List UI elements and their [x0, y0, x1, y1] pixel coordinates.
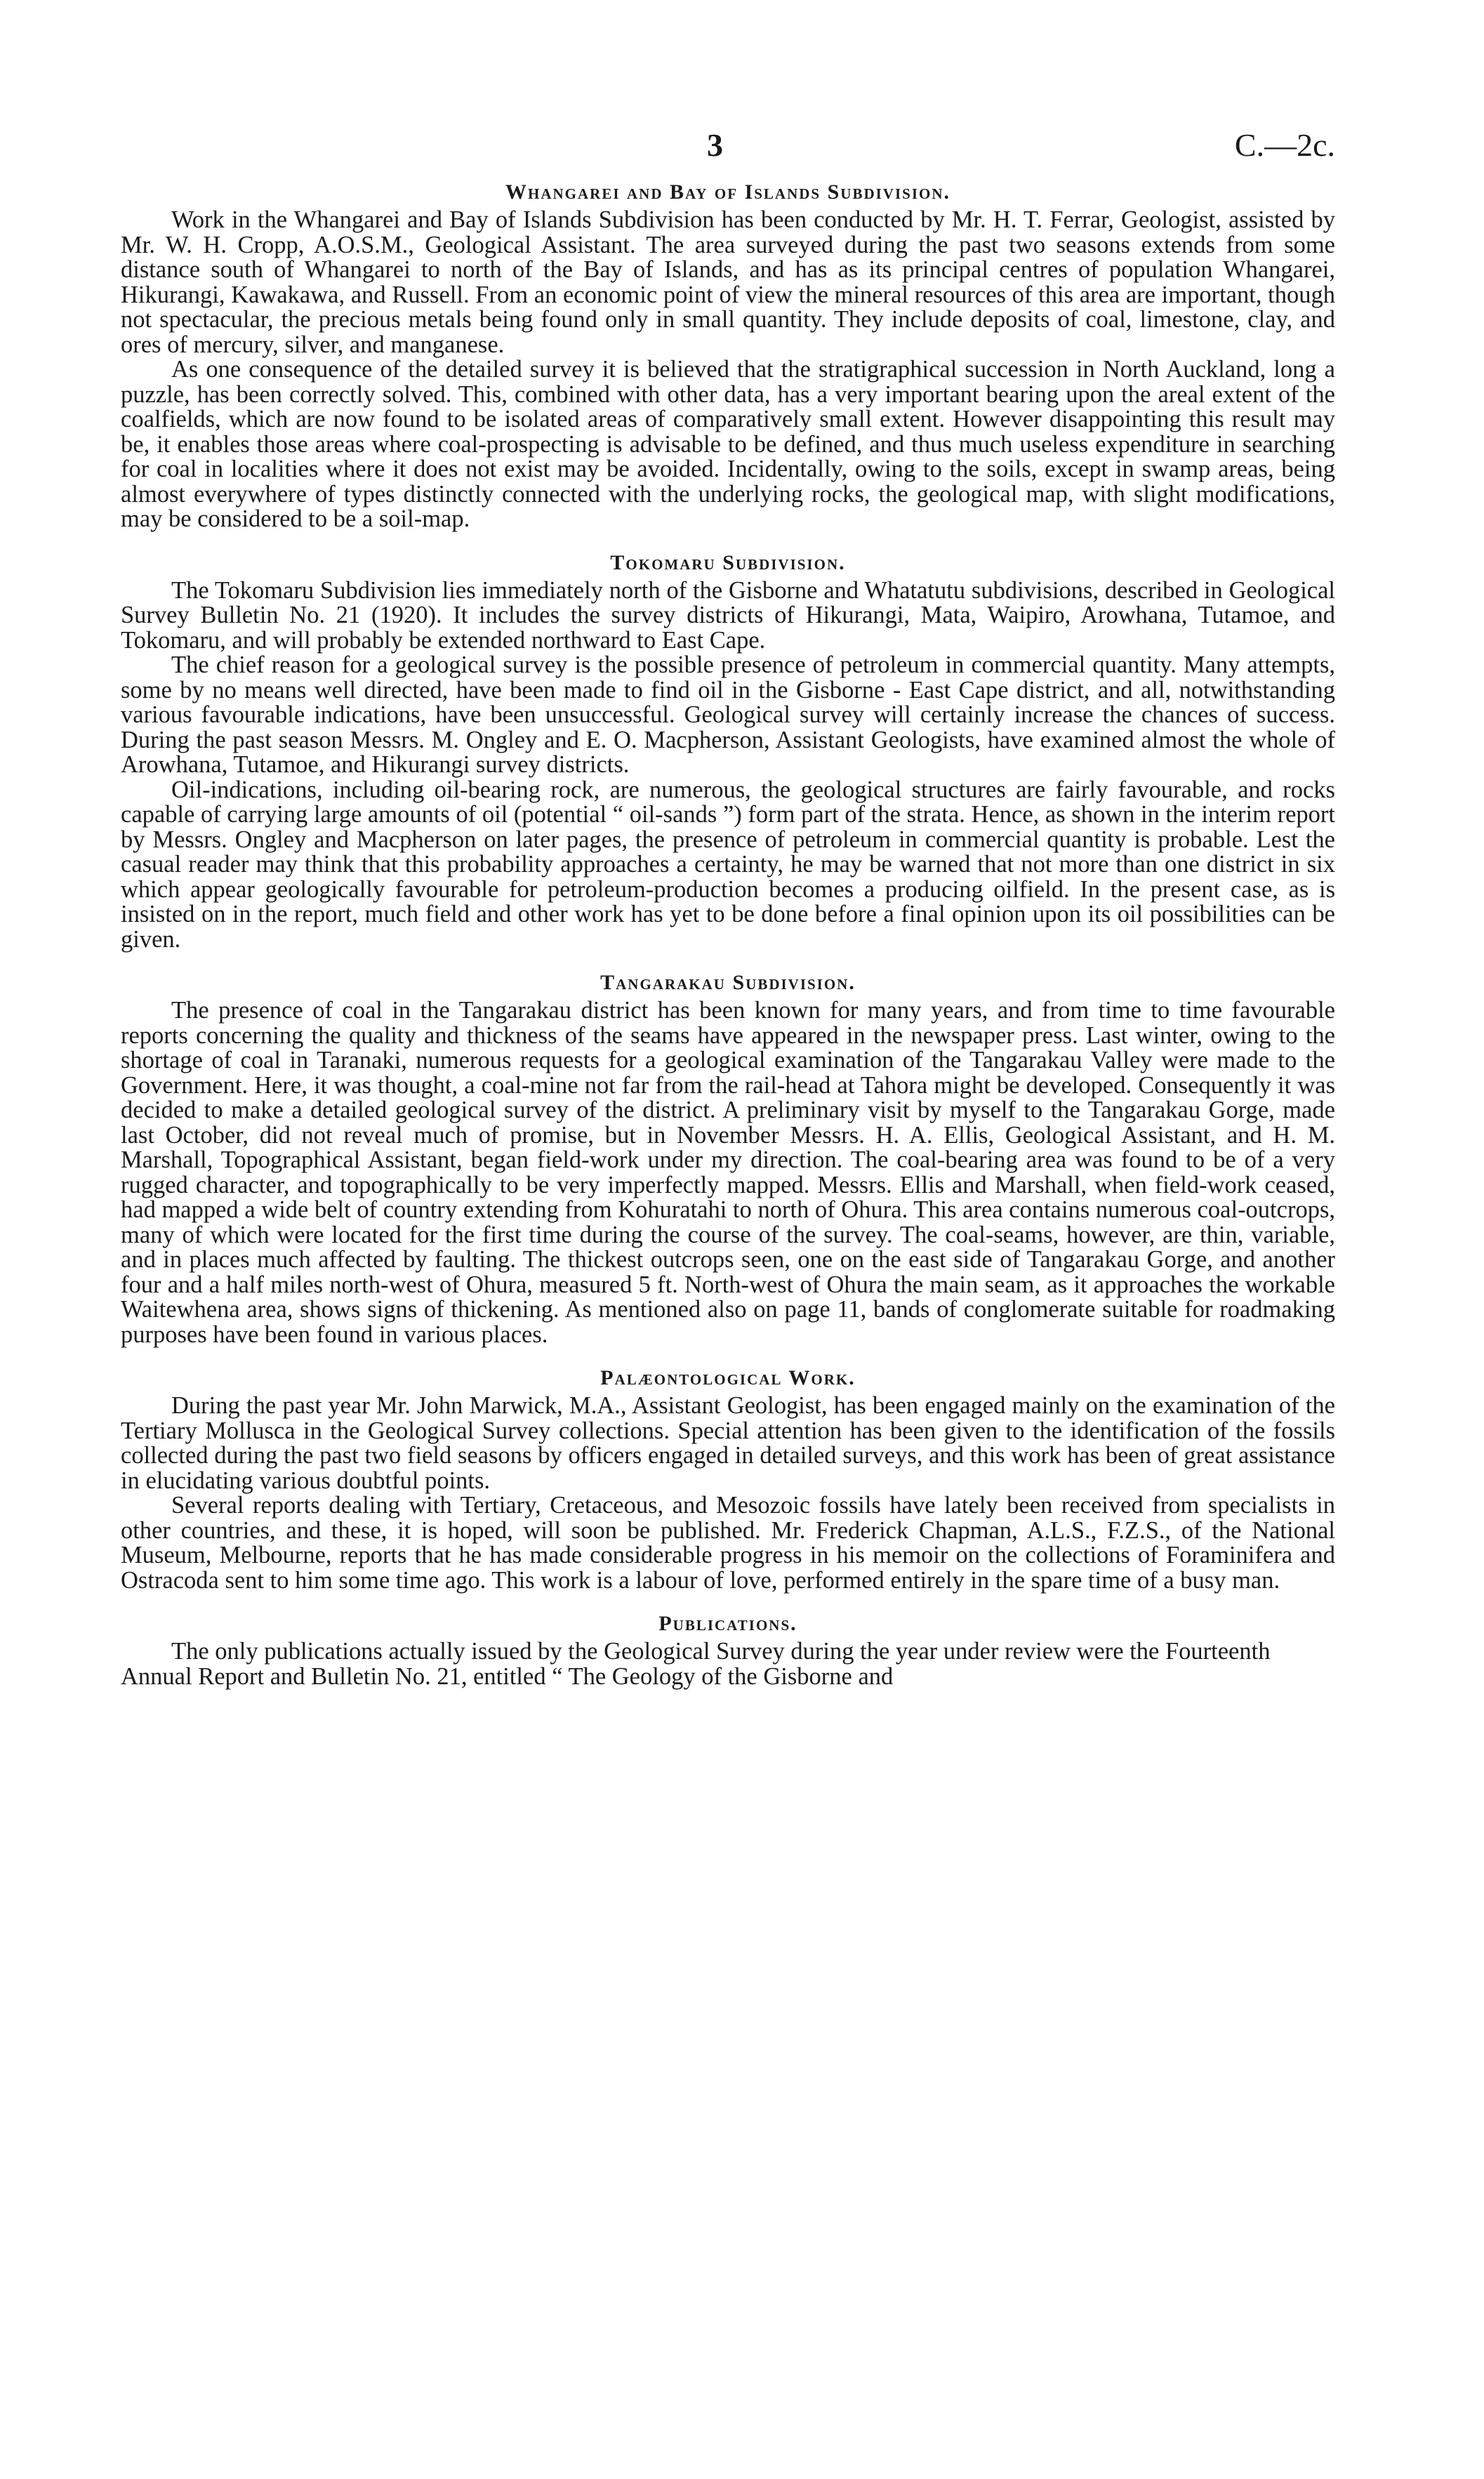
section-heading: Tangarakau Subdivision.: [600, 971, 856, 994]
section-tangarakau: [121, 967, 1335, 1347]
paragraph: Oil-indications, including oil-bearing rock, are numerous, the geological structures are fairly favourable, and rocks capable of carrying large amounts of oil (potential “ oil-sands ”) form part of the strata. Hence, as shown in the interim report by Messrs. Ongley and Macpherson on later pages, the presence of petroleum in commercial quantity is probable. Lest the casual reader may think that this probability approaches a certainty, he may be warned that not more than one district in six which appear geologically favourable for petroleum-production becomes a producing oilfield. In the present case, as is insisted on in the report, much field and other work has yet to be done before a final opinion upon its oil possibilities can be given.: [121, 776, 1335, 953]
paragraph: The chief reason for a geological survey is the possible presence of petroleum in commercial quantity. Many attempts, some by no means well directed, have been made to find oil in the Gisborne - East Cape district, and all, notwithstanding various favourable indications, have been unsuccessful. Geological survey will certainly increase the chances of success. During the past season Messrs. M. Ongley and E. O. Macpherson, Assistant Geologists, have examined almost the whole of Arowhana, Tutamoe, and Hikurangi survey districts.: [121, 652, 1335, 778]
paragraph: The presence of coal in the Tangarakau district has been known for many years, and from time to time favourable reports concerning the quality and thickness of the seams have appeared in the newspaper press. Last winter, owing to the shortage of coal in Taranaki, numerous requests for a geological examination of the Tangarakau Valley were made to the Government. Here, it was thought, a coal-mine not far from the rail-head at Tahora might be developed. Consequently it was decided to make a detailed geological survey of the district. A preliminary visit by myself to the Tangarakau Gorge, made last October, did not reveal much of promise, but in November Messrs. H. A. Ellis, Geological Assistant, and H. M. Marshall, Topographical Assistant, began field-work under my direction. The coal-bearing area was found to be of a very rugged character, and topographically to be very imperfectly mapped. Messrs. Ellis and Marshall, when field-work ceased, had mapped a wide belt of country extending from Kohuratahi to north of Ohura. This area contains numerous coal-outcrops, many of which were located for the first time during the course of the survey. The coal-seams, however, are thin, variable, and in places much affected by faulting. The thickest outcrops seen, one on the east side of Tangarakau Gorge, and another four and a half miles north-west of Ohura, measured 5 ft. North-west of Ohura the main seam, as it approaches the workable Waitewhena area, shows signs of thickening. As mentioned also on page 11, bands of conglomerate suitable for roadmaking purposes have been found in various places.: [121, 997, 1335, 1348]
paragraph: Several reports dealing with Tertiary, Cretaceous, and Mesozoic fossils have lately been received from specialists in other countries, and these, it is hoped, will soon be published. Mr. Frederick Chapman, A.L.S., F.Z.S., of the National Museum, Melbourne, reports that he has made considerable progress in his memoir on the collections of Foraminifera and Ostracoda sent to him some time ago. This work is a labour of love, performed entirely in the spare time of a busy man.: [121, 1492, 1335, 1594]
section-tokomaru: [121, 548, 1335, 953]
section-heading: Publications.: [658, 1612, 797, 1635]
document-page: [121, 126, 1335, 1689]
section-heading: Tokomaru Subdivision.: [610, 550, 846, 574]
page-header: [121, 126, 1335, 176]
paragraph: During the past year Mr. John Marwick, M.A., Assistant Geologist, has been engaged mainly on the examination of the Tertiary Mollusca in the Geological Survey collections. Special attention has been given to the identification of the fossils collected during the past two field seasons by officers engaged in detailed surveys, and this work has been of great assistance in elucidating various doubtful points.: [121, 1392, 1335, 1494]
section-publications: [121, 1608, 1335, 1689]
paragraph: The only publications actually issued by the Geological Survey during the year under review were the Fourteenth Annual Report and Bulletin No. 21, entitled “ The Geology of the Gisborne and: [121, 1638, 1271, 1690]
section-whangarei: [121, 177, 1335, 532]
section-heading: Whangarei and Bay of Islands Subdivision.: [505, 180, 950, 204]
section-palaeontological: [121, 1363, 1335, 1593]
page-number: 3: [707, 127, 723, 163]
section-heading: Palæontological Work.: [600, 1366, 856, 1389]
document-reference: C.—2c.: [1234, 127, 1335, 163]
paragraph: Work in the Whangarei and Bay of Islands Subdivision has been conducted by Mr. H. T. Ferrar, Geologist, assisted by Mr. W. H. Cropp, A.O.S.M., Geological Assistant. The area surveyed during the past two seasons extends from some distance south of Whangarei to north of the Bay of Islands, and has as its principal centres of population Whangarei, Hikurangi, Kawakawa, and Russell. From an economic point of view the mineral resources of this area are important, though not spectacular, the precious metals being found only in small quantity. They include deposits of coal, limestone, clay, and ores of mercury, silver, and manganese.: [121, 206, 1335, 358]
paragraph: The Tokomaru Subdivision lies immediately north of the Gisborne and Whatatutu subdivisions, described in Geological Survey Bulletin No. 21 (1920). It includes the survey districts of Hikurangi, Mata, Waipiro, Arowhana, Tutamoe, and Tokomaru, and will probably be extended northward to East Cape.: [121, 576, 1335, 654]
paragraph: As one consequence of the detailed survey it is believed that the stratigraphical succession in North Auckland, long a puzzle, has been correctly solved. This, combined with other data, has a very important bearing upon the areal extent of the coalfields, which are now found to be isolated areas of comparatively small extent. However disappointing this result may be, it enables those areas where coal-prospecting is advisable to be defined, and thus much useless expenditure in searching for coal in localities where it does not exist may be avoided. Incidentally, owing to the soils, except in swamp areas, being almost everywhere of types distinctly connected with the underlying rocks, the geological map, with slight modifications, may be considered to be a soil-map.: [121, 356, 1335, 532]
